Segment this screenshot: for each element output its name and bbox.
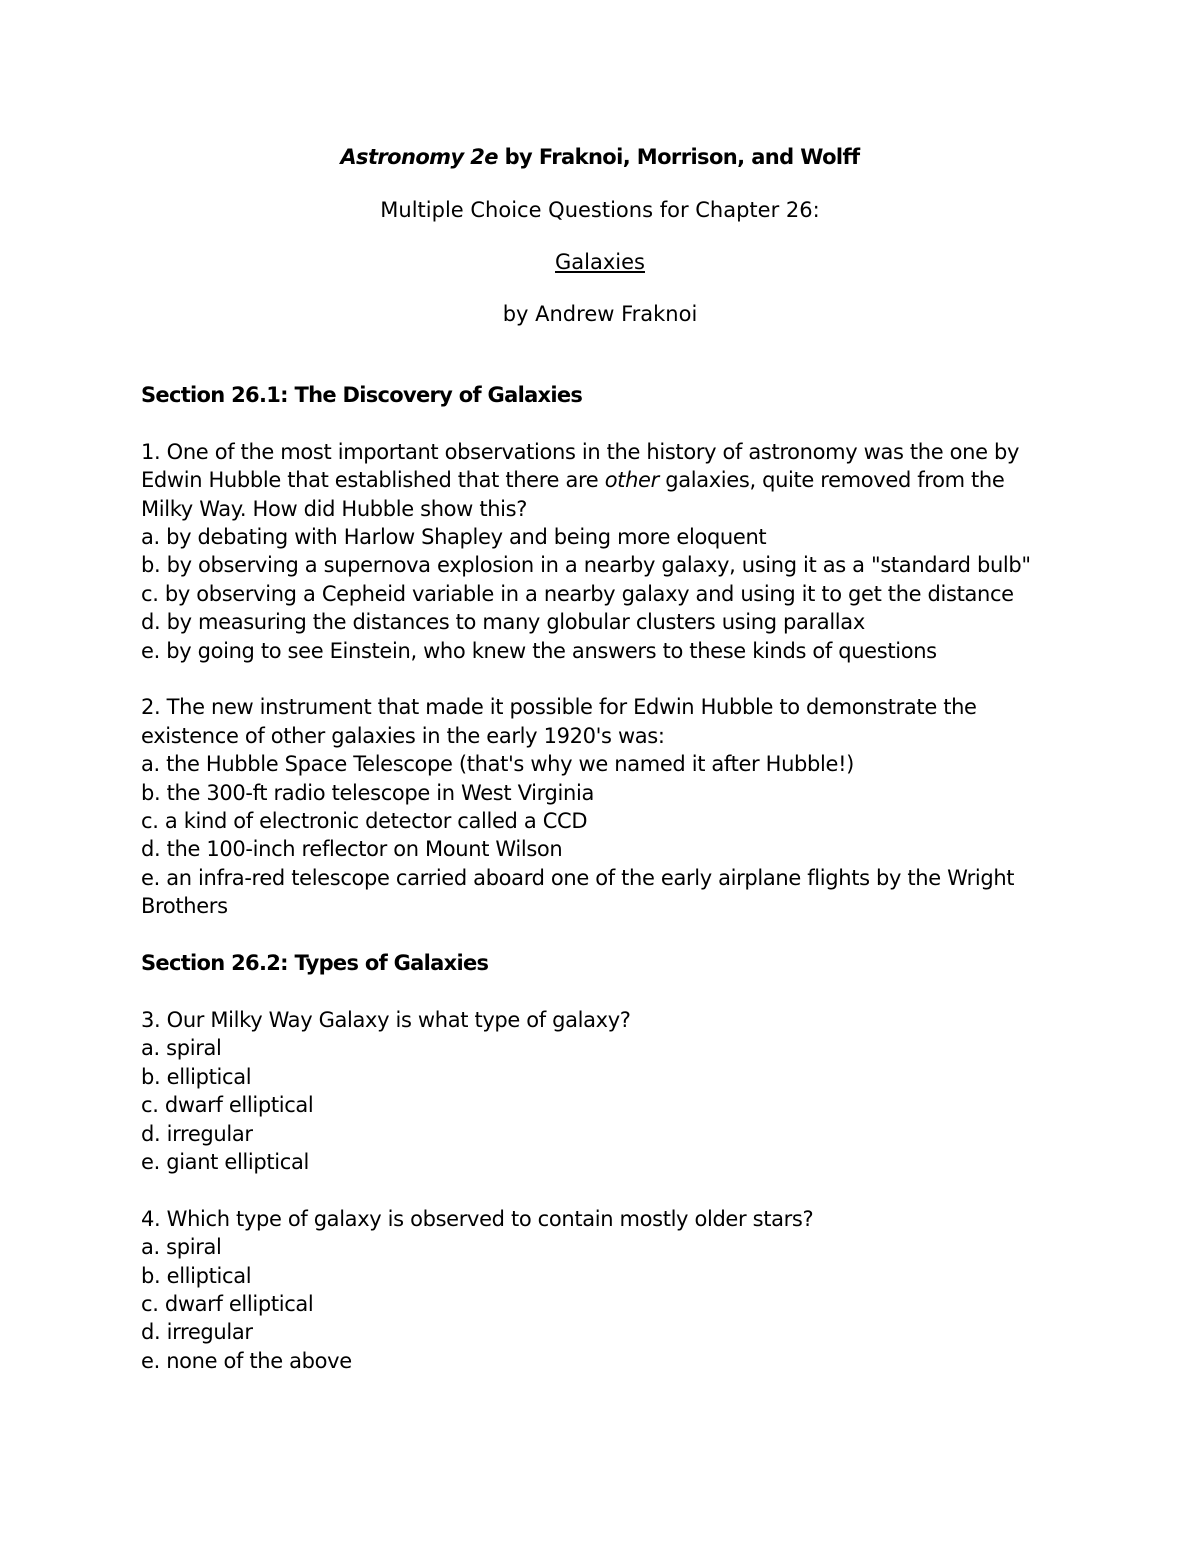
answer-option: b. elliptical [141, 1064, 252, 1089]
answer-option: c. by observing a Cepheid variable in a nearby galaxy and using it to get the distance [141, 581, 1014, 606]
answer-option: c. a kind of electronic detector called a CCD [141, 809, 588, 834]
book-title-rest: by Fraknoi, Morrison, and Wolff [497, 145, 860, 169]
answer-option: b. by observing a supernova explosion in a nearby galaxy, using it as a "standard bulb" [141, 553, 1031, 578]
answer-option: b. elliptical [141, 1263, 252, 1288]
chapter-title: Galaxies [555, 250, 645, 274]
question-3 [141, 1006, 1061, 1176]
question-stem: 3. Our Milky Way Galaxy is what type of galaxy? [141, 1007, 631, 1032]
answer-option: d. irregular [141, 1121, 253, 1146]
answer-option: b. the 300-ft radio telescope in West Virginia [141, 780, 594, 805]
question-stem [141, 438, 1061, 523]
document-body [141, 381, 1061, 1404]
answer-option: a. the Hubble Space Telescope (that's why we named it after Hubble!) [141, 752, 854, 777]
book-title-italic: Astronomy 2e [340, 145, 498, 169]
stem-text-after: galaxies, quite removed from the Milky Way. How did Hubble show this? [141, 468, 1005, 521]
section-heading: Section 26.1: The Discovery of Galaxies [141, 383, 583, 407]
question-stem: 2. The new instrument that made it possible for Edwin Hubble to demonstrate the existence of other galaxies in the early 1920's was: [141, 695, 977, 748]
answer-option: e. giant elliptical [141, 1149, 309, 1174]
answer-option: d. the 100-inch reflector on Mount Wilson [141, 837, 563, 862]
answer-option: e. an infra-red telescope carried aboard one of the early airplane flights by the Wright Brothers [141, 865, 1015, 919]
question-2 [141, 693, 1061, 920]
section-heading: Section 26.2: Types of Galaxies [141, 951, 489, 976]
answer-option: a. by debating with Harlow Shapley and being more eloquent [141, 525, 767, 550]
answer-option: e. none of the above [141, 1348, 352, 1373]
answer-option: d. irregular [141, 1320, 253, 1345]
stem-text-before: 1. One of the most important observations in the history of astronomy was the one by Edwin Hubble that established that there are [141, 439, 1020, 493]
stem-emphasis: other [604, 468, 659, 493]
answer-option: c. dwarf elliptical [141, 1093, 314, 1118]
answer-option: a. spiral [141, 1036, 222, 1061]
question-1 [141, 438, 1061, 665]
author-line: by Andrew Fraknoi [502, 302, 698, 326]
question-4 [141, 1205, 1061, 1375]
answer-option: e. by going to see Einstein, who knew the answers to these kinds of questions [141, 638, 937, 663]
answer-option: a. spiral [141, 1235, 222, 1260]
answer-option: d. by measuring the distances to many globular clusters using parallax [141, 610, 865, 635]
answer-option: c. dwarf elliptical [141, 1291, 314, 1316]
question-stem: 4. Which type of galaxy is observed to contain mostly older stars? [141, 1206, 814, 1231]
book-title [0, 143, 1200, 171]
subtitle: Multiple Choice Questions for Chapter 26: [380, 198, 820, 222]
